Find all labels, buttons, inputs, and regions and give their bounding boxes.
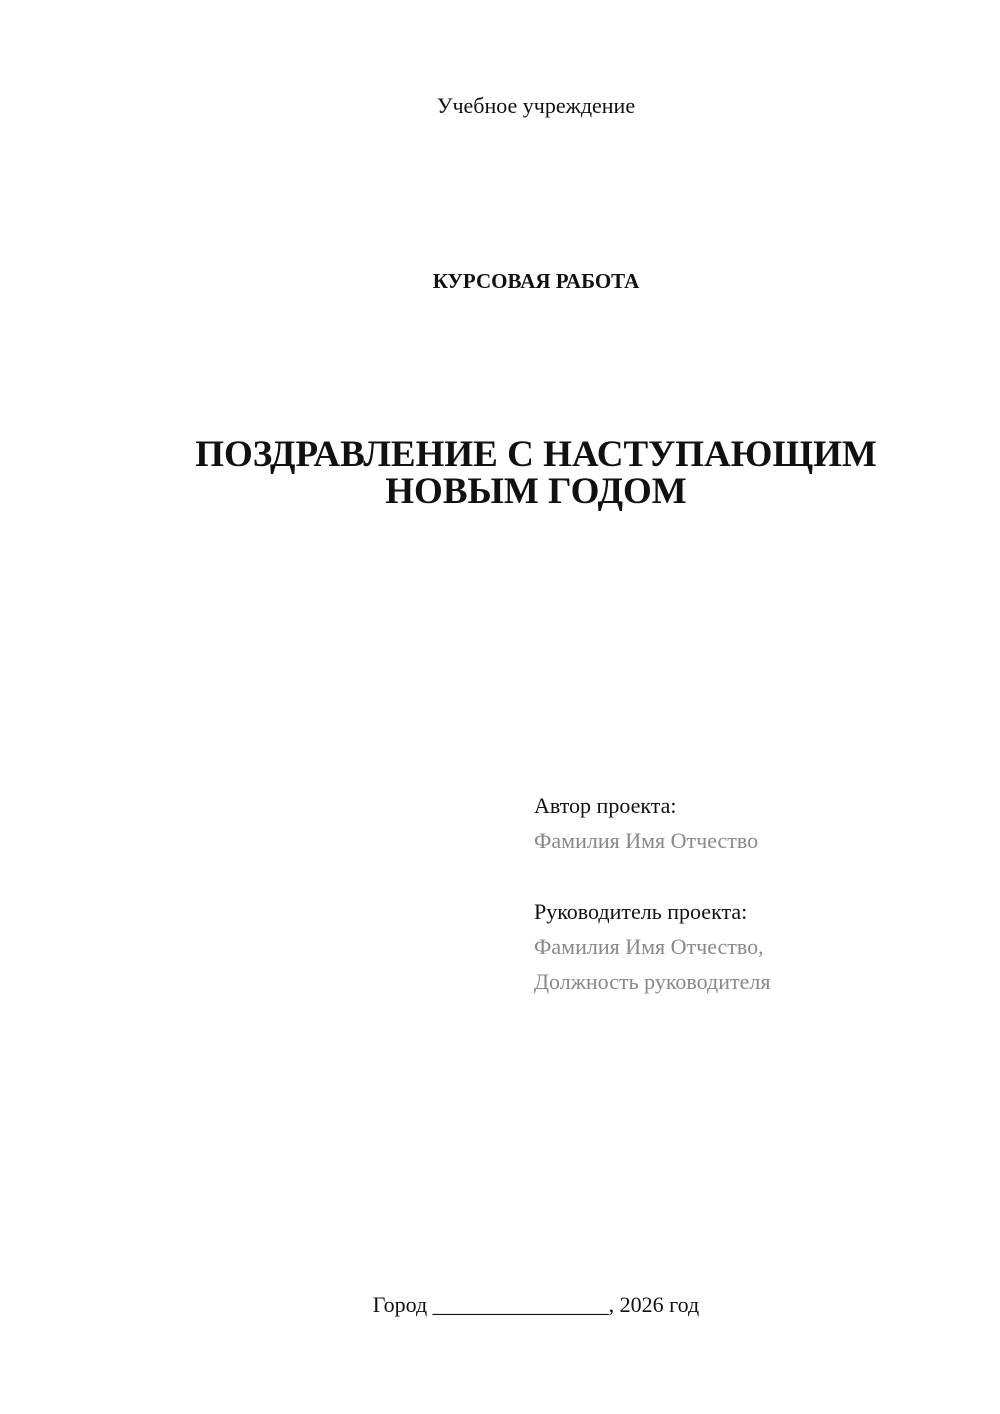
author-label: Автор проекта: [534,793,677,818]
city-year-line: Город ________________, 2026 год [372,1292,700,1317]
info-spacer [534,858,974,894]
supervisor-label: Руководитель проекта: [534,899,748,924]
work-type-heading: КУРСОВАЯ РАБОТА [432,269,640,293]
author-name: Фамилия Имя Отчество [534,828,759,853]
document-title-line-1: ПОЗДРАВЛЕНИЕ С НАСТУПАЮЩИМ [195,434,877,475]
institution-name: Учебное учреждение [436,93,636,118]
document-title-line-2: НОВЫМ ГОДОМ [385,471,687,512]
document-title [100,436,972,510]
supervisor-position: Должность руководителя [534,969,771,994]
supervisor-name: Фамилия Имя Отчество, [534,934,764,959]
project-info-block [534,788,974,999]
